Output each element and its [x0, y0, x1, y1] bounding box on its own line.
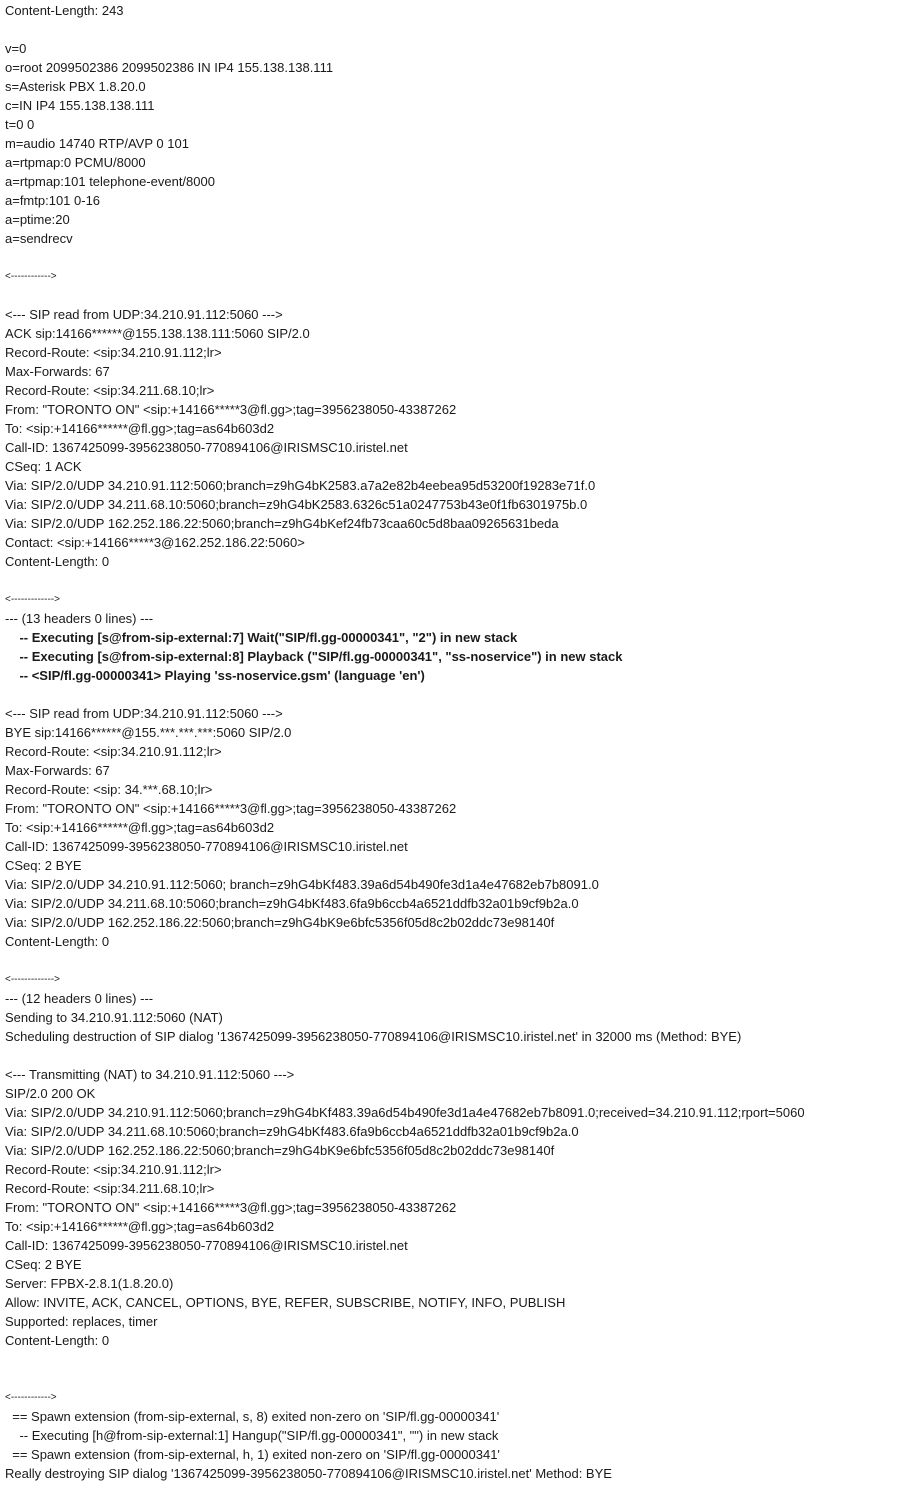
log-line: == Spawn extension (from-sip-external, s, 8) exited non-zero on 'SIP/fl.gg-00000341' [5, 1409, 500, 1424]
log-line: -- Executing [s@from-sip-external:8] Playback ("SIP/fl.gg-00000341", "ss-noservice") in new stack [5, 649, 623, 664]
log-line: a=rtpmap:101 telephone-event/8000 [5, 174, 215, 189]
log-line: Via: SIP/2.0/UDP 34.211.68.10:5060;branch=z9hG4bK2583.6326c51a0247753b43e0f1fb6301975b.0 [5, 497, 588, 512]
blank-line [5, 571, 910, 590]
log-line: Content-Length: 0 [5, 934, 110, 949]
log-line: <-------------> [5, 594, 60, 605]
log-line: Via: SIP/2.0/UDP 162.252.186.22:5060;branch=z9hG4bK9e6bfc5356f05d8c2b02ddc73e98140f [5, 1143, 555, 1158]
log-line: Contact: <sip:+14166*****3@162.252.186.22:5060> [5, 535, 305, 550]
blank-line [5, 1350, 910, 1369]
log-line: <--- Transmitting (NAT) to 34.210.91.112:5060 ---> [5, 1067, 295, 1082]
log-line: Content-Length: 243 [5, 3, 124, 18]
log-line: CSeq: 1 ACK [5, 459, 82, 474]
log-line: Via: SIP/2.0/UDP 34.210.91.112:5060;branch=z9hG4bK2583.a7a2e82b4eebea95d53200f19283e71f.0 [5, 478, 596, 493]
log-line: From: "TORONTO ON" <sip:+14166*****3@fl.gg>;tag=3956238050-43387262 [5, 402, 457, 417]
log-line: o=root 2099502386 2099502386 IN IP4 155.138.138.111 [5, 60, 334, 75]
log-line: --- (13 headers 0 lines) --- [5, 611, 154, 626]
log-line: Via: SIP/2.0/UDP 34.211.68.10:5060;branch=z9hG4bKf483.6fa9b6ccb4a6521ddfb32a01b9cf9b2a.0 [5, 1124, 579, 1139]
log-line: Call-ID: 1367425099-3956238050-770894106@IRISMSC10.iristel.net [5, 1238, 408, 1253]
log-line: Scheduling destruction of SIP dialog '1367425099-3956238050-770894106@IRISMSC10.iristel.net' in 32000 ms (Method: BYE) [5, 1029, 742, 1044]
log-line: v=0 [5, 41, 27, 56]
log-line: Allow: INVITE, ACK, CANCEL, OPTIONS, BYE, REFER, SUBSCRIBE, NOTIFY, INFO, PUBLISH [5, 1295, 566, 1310]
log-line: Record-Route: <sip:34.211.68.10;lr> [5, 1181, 215, 1196]
log-line: To: <sip:+14166******@fl.gg>;tag=as64b603d2 [5, 421, 275, 436]
log-line: --- (12 headers 0 lines) --- [5, 991, 154, 1006]
log-line: m=audio 14740 RTP/AVP 0 101 [5, 136, 189, 151]
log-line: Max-Forwards: 67 [5, 364, 110, 379]
log-line: Record-Route: <sip:34.210.91.112;lr> [5, 345, 222, 360]
log-line: Supported: replaces, timer [5, 1314, 158, 1329]
log-line: Call-ID: 1367425099-3956238050-770894106@IRISMSC10.iristel.net [5, 839, 408, 854]
log-line: s=Asterisk PBX 1.8.20.0 [5, 79, 146, 94]
log-line: CSeq: 2 BYE [5, 1257, 82, 1272]
log-line: CSeq: 2 BYE [5, 858, 82, 873]
log-line: Via: SIP/2.0/UDP 162.252.186.22:5060;branch=z9hG4bK9e6bfc5356f05d8c2b02ddc73e98140f [5, 915, 555, 930]
log-line: Call-ID: 1367425099-3956238050-770894106@IRISMSC10.iristel.net [5, 440, 408, 455]
log-line: To: <sip:+14166******@fl.gg>;tag=as64b603d2 [5, 1219, 275, 1234]
log-line: -- Executing [h@from-sip-external:1] Hangup("SIP/fl.gg-00000341", "") in new stack [5, 1428, 499, 1443]
log-line: a=rtpmap:0 PCMU/8000 [5, 155, 146, 170]
log-line: <--- SIP read from UDP:34.210.91.112:5060 ---> [5, 706, 283, 721]
log-line: Via: SIP/2.0/UDP 162.252.186.22:5060;branch=z9hG4bKef24fb73caa60c5d8baa09265631beda [5, 516, 559, 531]
log-line: c=IN IP4 155.138.138.111 [5, 98, 155, 113]
log-line: BYE sip:14166******@155.***.***.***:5060 SIP/2.0 [5, 725, 292, 740]
blank-line [5, 1369, 910, 1388]
log-line: == Spawn extension (from-sip-external, h, 1) exited non-zero on 'SIP/fl.gg-00000341' [5, 1447, 500, 1462]
log-line: a=ptime:20 [5, 212, 70, 227]
log-line: -- Executing [s@from-sip-external:7] Wait("SIP/fl.gg-00000341", "2") in new stack [5, 630, 518, 645]
console-log [5, 1, 910, 1483]
log-line: From: "TORONTO ON" <sip:+14166*****3@fl.gg>;tag=3956238050-43387262 [5, 1200, 457, 1215]
log-line: To: <sip:+14166******@fl.gg>;tag=as64b603d2 [5, 820, 275, 835]
log-line: Server: FPBX-2.8.1(1.8.20.0) [5, 1276, 174, 1291]
log-line: Content-Length: 0 [5, 554, 110, 569]
blank-line [5, 286, 910, 305]
blank-line [5, 248, 910, 267]
log-line: <--- SIP read from UDP:34.210.91.112:5060 ---> [5, 307, 283, 322]
log-line: -- <SIP/fl.gg-00000341> Playing 'ss-noservice.gsm' (language 'en') [5, 668, 425, 683]
log-line: Record-Route: <sip:34.210.91.112;lr> [5, 1162, 222, 1177]
blank-line [5, 685, 910, 704]
log-line: <-------------> [5, 974, 60, 985]
log-line: Content-Length: 0 [5, 1333, 110, 1348]
log-line: <------------> [5, 1392, 57, 1403]
log-line: Record-Route: <sip:34.210.91.112;lr> [5, 744, 222, 759]
log-line: Max-Forwards: 67 [5, 763, 110, 778]
log-line: a=fmtp:101 0-16 [5, 193, 101, 208]
log-line: <------------> [5, 271, 57, 282]
log-line: a=sendrecv [5, 231, 73, 246]
log-line: SIP/2.0 200 OK [5, 1086, 96, 1101]
log-line: From: "TORONTO ON" <sip:+14166*****3@fl.gg>;tag=3956238050-43387262 [5, 801, 457, 816]
log-line: Via: SIP/2.0/UDP 34.210.91.112:5060;branch=z9hG4bKf483.39a6d54b490fe3d1a4e47682eb7b8091.0;received=34.210.91.112;rport=5060 [5, 1105, 805, 1120]
log-line: Via: SIP/2.0/UDP 34.210.91.112:5060; branch=z9hG4bKf483.39a6d54b490fe3d1a4e47682eb7b8091.0 [5, 877, 599, 892]
log-line: Sending to 34.210.91.112:5060 (NAT) [5, 1010, 223, 1025]
log-line: Via: SIP/2.0/UDP 34.211.68.10:5060;branch=z9hG4bKf483.6fa9b6ccb4a6521ddfb32a01b9cf9b2a.0 [5, 896, 579, 911]
log-line: ACK sip:14166******@155.138.138.111:5060 SIP/2.0 [5, 326, 310, 341]
log-line: Really destroying SIP dialog '1367425099-3956238050-770894106@IRISMSC10.iristel.net' Method: BYE [5, 1466, 612, 1481]
log-line: t=0 0 [5, 117, 35, 132]
blank-line [5, 1046, 910, 1065]
log-line: Record-Route: <sip:34.211.68.10;lr> [5, 383, 215, 398]
blank-line [5, 20, 910, 39]
log-line: Record-Route: <sip: 34.***.68.10;lr> [5, 782, 213, 797]
blank-line [5, 951, 910, 970]
